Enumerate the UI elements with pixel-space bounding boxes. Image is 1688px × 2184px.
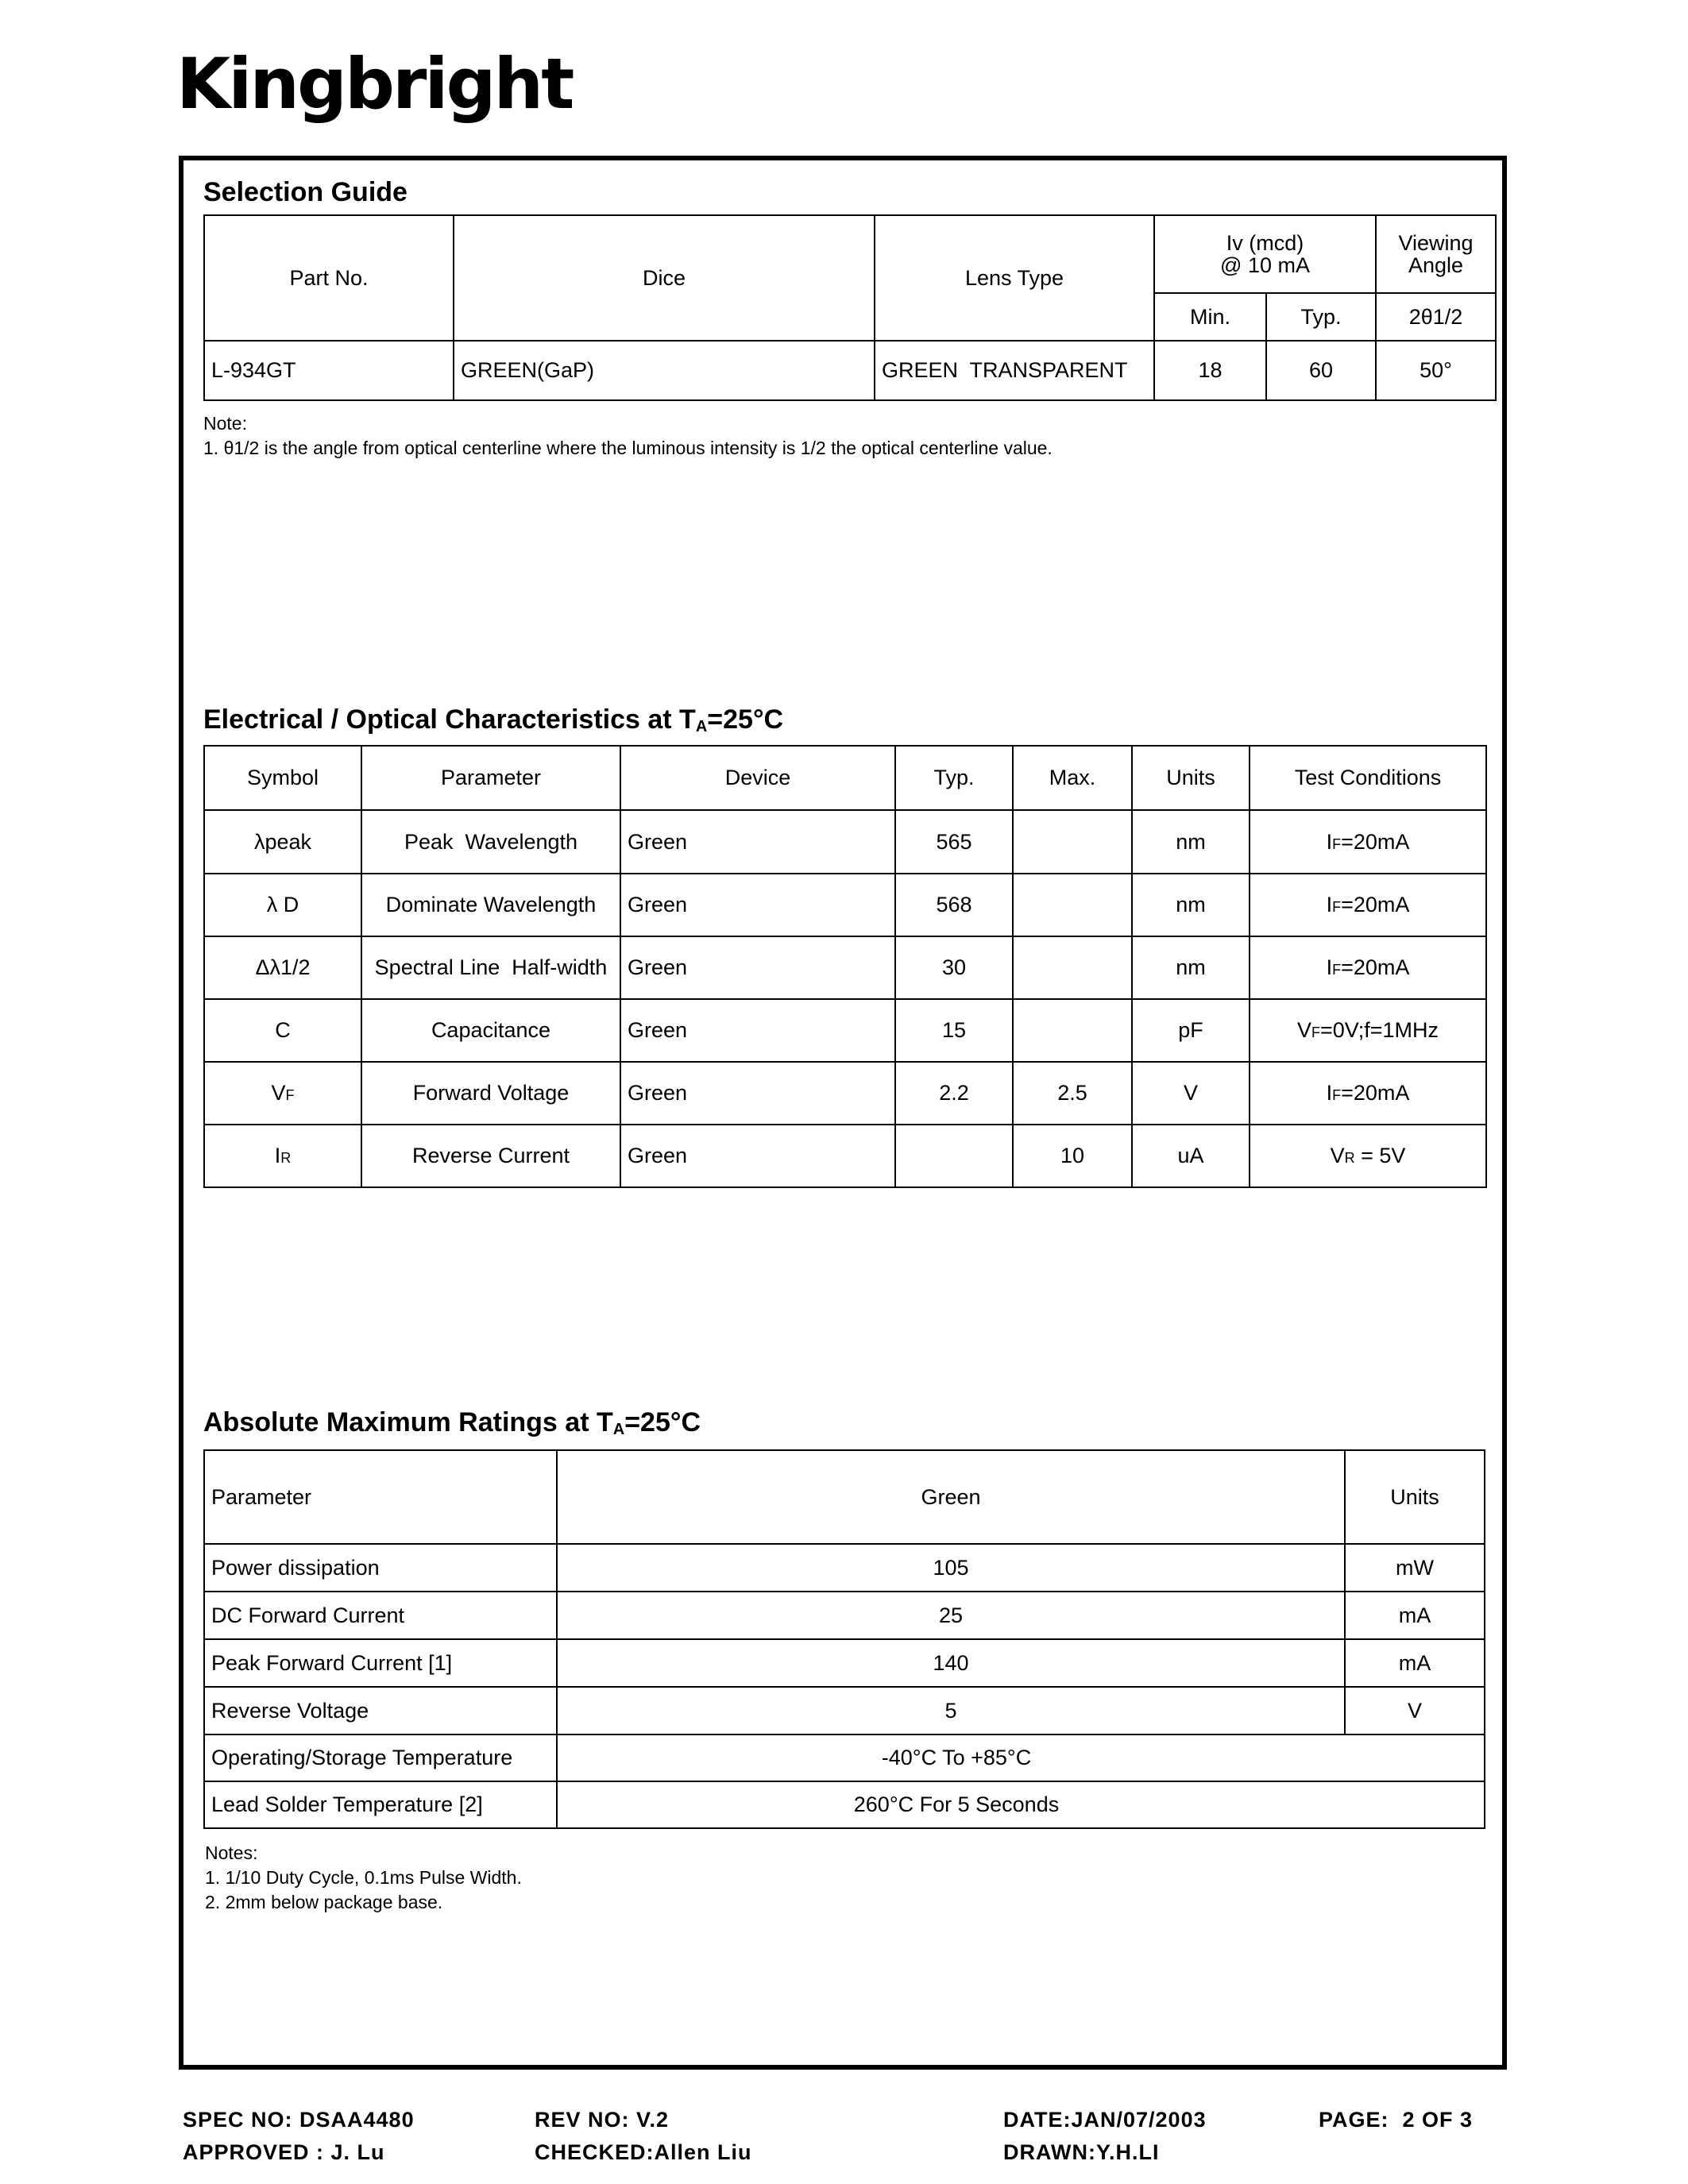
absolute-title-temp: =25°C (624, 1407, 701, 1437)
footer-drawn: DRAWN:Y.H.LI (1003, 2140, 1160, 2164)
absolute-title-text: Absolute Maximum Ratings at T (203, 1407, 613, 1437)
cell-value: 140 (557, 1639, 1345, 1687)
cell-test-conditions (1250, 810, 1486, 874)
cell-max (1013, 936, 1132, 999)
cond-sub: F (1332, 835, 1342, 852)
selection-note-1: 1. θ1/2 is the angle from optical centerline where the luminous intensity is 1/2 the optical centerline value. (203, 438, 1053, 458)
electrical-header-symbol: Symbol (204, 746, 361, 810)
cell-units: V (1132, 1062, 1250, 1125)
table-row (204, 999, 1486, 1062)
selection-note (203, 411, 1053, 461)
cell-value: 260°C For 5 Seconds (557, 1781, 1485, 1828)
cell-test-conditions (1250, 1062, 1486, 1125)
cell-symbol (204, 999, 361, 1062)
cell-test-conditions (1250, 1125, 1486, 1187)
symbol-text: V (271, 1081, 286, 1105)
header-viewing-angle (1376, 215, 1496, 293)
cell-device: Green (620, 999, 895, 1062)
cond-sub: F (1332, 1087, 1342, 1103)
table-row (204, 874, 1486, 936)
selection-guide-title: Selection Guide (203, 177, 408, 207)
cell-symbol (204, 1125, 361, 1187)
cond-sub: F (1311, 1024, 1320, 1040)
cell-parameter: Dominate Wavelength (361, 874, 620, 936)
header-typ: Typ. (1266, 293, 1376, 341)
cond-text: I (1326, 955, 1333, 979)
electrical-header-test-conditions: Test Conditions (1250, 746, 1486, 810)
electrical-header-typ: Typ. (895, 746, 1013, 810)
cell-symbol (204, 810, 361, 874)
absolute-header-units: Units (1345, 1450, 1485, 1544)
header-iv-line1: Iv (mcd) (1226, 231, 1304, 255)
cell-typ: 15 (895, 999, 1013, 1062)
absolute-note-2: 2. 2mm below package base. (205, 1892, 443, 1912)
cell-parameter: Operating/Storage Temperature (204, 1734, 557, 1781)
electrical-title-text: Electrical / Optical Characteristics at T (203, 704, 696, 735)
footer-page: PAGE: 2 OF 3 (1319, 2108, 1474, 2132)
symbol-text: λpeak (253, 829, 312, 854)
table-row (204, 1687, 1485, 1734)
footer-rev-no: REV NO: V.2 (535, 2108, 670, 2132)
cond-sub: F (1332, 962, 1342, 978)
table-row (204, 1734, 1485, 1781)
cond-text: I (1326, 1081, 1333, 1105)
cell-units: nm (1132, 810, 1250, 874)
cond-sub: R (1344, 1150, 1355, 1166)
cell-units: uA (1132, 1125, 1250, 1187)
cell-parameter: Reverse Current (361, 1125, 620, 1187)
electrical-table (203, 745, 1487, 1188)
cell-parameter: Power dissipation (204, 1544, 557, 1592)
cell-device: Green (620, 1125, 895, 1187)
header-viewing-line2: Angle (1408, 253, 1464, 277)
cond-sub: F (1332, 899, 1342, 915)
absolute-header-parameter: Parameter (204, 1450, 557, 1544)
selection-note-label: Note: (203, 413, 247, 434)
selection-guide-table (203, 214, 1497, 401)
cell-device: Green (620, 874, 895, 936)
cell-value: 5 (557, 1687, 1345, 1734)
table-row (204, 1544, 1485, 1592)
cell-units: mA (1345, 1639, 1485, 1687)
footer-spec-no: SPEC NO: DSAA4480 (183, 2108, 415, 2132)
kingbright-logo: Kingbright (176, 43, 573, 125)
table-row (204, 810, 1486, 874)
cell-units: nm (1132, 936, 1250, 999)
cell-parameter: Peak Forward Current [1] (204, 1639, 557, 1687)
cell-typ: 2.2 (895, 1062, 1013, 1125)
cell-parameter: Capacitance (361, 999, 620, 1062)
cell-device: Green (620, 810, 895, 874)
cell-max (1013, 810, 1132, 874)
cell-units: nm (1132, 874, 1250, 936)
cell-max (1013, 874, 1132, 936)
table-row (204, 1639, 1485, 1687)
cond-rest: =20mA (1341, 829, 1410, 854)
symbol-text: I (274, 1144, 281, 1167)
cell-lens-type: GREEN TRANSPARENT (875, 341, 1154, 400)
cell-symbol (204, 874, 361, 936)
footer-checked: CHECKED:Allen Liu (535, 2140, 752, 2164)
electrical-header-max: Max. (1013, 746, 1132, 810)
symbol-sub: R (280, 1150, 292, 1166)
cell-typ: 568 (895, 874, 1013, 936)
cell-units: V (1345, 1687, 1485, 1734)
electrical-header-parameter: Parameter (361, 746, 620, 810)
symbol-text: λ D (266, 893, 299, 916)
electrical-title (203, 706, 783, 735)
header-dice: Dice (454, 215, 875, 341)
table-row (204, 1781, 1485, 1828)
cell-device: Green (620, 1062, 895, 1125)
cell-iv-min: 18 (1154, 341, 1266, 400)
cell-iv-typ: 60 (1266, 341, 1376, 400)
table-row (204, 1125, 1486, 1187)
cell-typ: 30 (895, 936, 1013, 999)
absolute-table (203, 1449, 1485, 1829)
cell-units: mW (1345, 1544, 1485, 1592)
cell-parameter: Lead Solder Temperature [2] (204, 1781, 557, 1828)
cell-parameter: Forward Voltage (361, 1062, 620, 1125)
cell-value: -40°C To +85°C (557, 1734, 1485, 1781)
cell-symbol (204, 1062, 361, 1125)
absolute-title-sub: A (612, 1421, 625, 1438)
table-row (204, 1062, 1486, 1125)
header-viewing-line1: Viewing (1398, 231, 1474, 255)
table-row (204, 1592, 1485, 1639)
footer-approved: APPROVED : J. Lu (183, 2140, 385, 2164)
cell-dice: GREEN(GaP) (454, 341, 875, 400)
cell-typ: 565 (895, 810, 1013, 874)
symbol-text: Δλ1/2 (255, 955, 311, 979)
cond-rest: =20mA (1341, 893, 1410, 916)
cell-value: 105 (557, 1544, 1345, 1592)
header-iv (1154, 215, 1376, 293)
cell-test-conditions (1250, 936, 1486, 999)
cell-part-no: L-934GT (204, 341, 454, 400)
cond-text: V (1330, 1144, 1345, 1167)
cell-units: pF (1132, 999, 1250, 1062)
header-iv-line2: @ 10 mA (1220, 253, 1310, 277)
absolute-title (203, 1409, 701, 1437)
cell-value: 25 (557, 1592, 1345, 1639)
cond-text: V (1296, 1018, 1311, 1042)
cond-rest: =20mA (1341, 1081, 1410, 1105)
header-min: Min. (1154, 293, 1266, 341)
electrical-title-temp: =25°C (707, 704, 784, 735)
header-theta: 2θ1/2 (1376, 293, 1496, 341)
cell-max: 10 (1013, 1125, 1132, 1187)
electrical-header-units: Units (1132, 746, 1250, 810)
header-part-no: Part No. (204, 215, 454, 341)
cell-max (1013, 999, 1132, 1062)
cond-text: I (1326, 893, 1333, 916)
electrical-title-sub: A (695, 718, 708, 735)
cell-device: Green (620, 936, 895, 999)
cell-typ (895, 1125, 1013, 1187)
cell-parameter: Spectral Line Half-width (361, 936, 620, 999)
cell-viewing-angle: 50° (1376, 341, 1496, 400)
header-lens-type: Lens Type (875, 215, 1154, 341)
cell-test-conditions (1250, 999, 1486, 1062)
cond-rest: =20mA (1341, 955, 1410, 979)
cell-parameter: Reverse Voltage (204, 1687, 557, 1734)
absolute-notes (205, 1841, 522, 1915)
cell-symbol (204, 936, 361, 999)
electrical-header-device: Device (620, 746, 895, 810)
cell-units: mA (1345, 1592, 1485, 1639)
absolute-header-green: Green (557, 1450, 1345, 1544)
cell-test-conditions (1250, 874, 1486, 936)
absolute-note-1: 1. 1/10 Duty Cycle, 0.1ms Pulse Width. (205, 1867, 522, 1888)
symbol-text: C (275, 1018, 291, 1042)
cell-parameter: DC Forward Current (204, 1592, 557, 1639)
cell-parameter: Peak Wavelength (361, 810, 620, 874)
footer-date: DATE:JAN/07/2003 (1003, 2108, 1207, 2132)
cond-text: I (1326, 829, 1333, 854)
cond-rest: = 5V (1354, 1144, 1406, 1167)
cond-rest: =0V;f=1MHz (1319, 1018, 1439, 1042)
symbol-sub: F (285, 1087, 295, 1103)
table-row (204, 936, 1486, 999)
cell-max: 2.5 (1013, 1062, 1132, 1125)
absolute-notes-label: Notes: (205, 1843, 258, 1863)
